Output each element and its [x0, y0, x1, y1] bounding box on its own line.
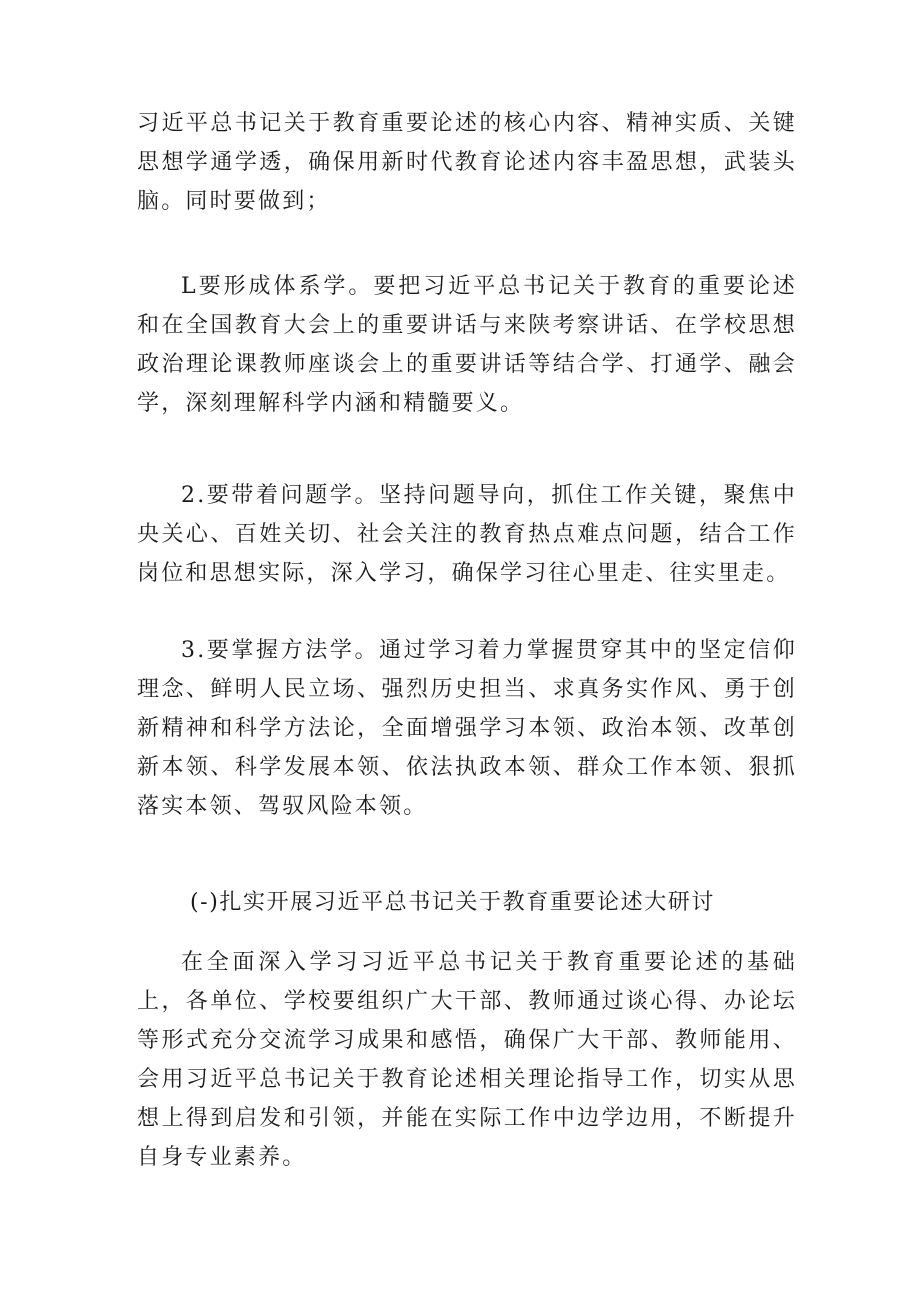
body-paragraph-closing: 在全面深入学习习近平总书记关于教育重要论述的基础上，各单位、学校要组织广大干部、教师通过谈心得、办论坛等形式充分交流学习成果和感悟，确保广大干部、教师能用、会用习近平总书记关于教育论述相关理论指导工作，切实从思想上得到启发和引领，并能在实际工作中边学边用，不断提升自身专业素养。 [137, 950, 797, 1170]
body-paragraph-item-1: L要形成体系学。要把习近平总书记关于教育的重要论述和在全国教育大会上的重要讲话与来陕考察讲话、在学校思想政治理论课教师座谈会上的重要讲话等结合学、打通学、融会学，深刻理解科学内涵和精髓要义。 [137, 274, 797, 416]
body-paragraph-item-2: 2.要带着问题学。坚持问题导向，抓住工作关键，聚焦中央关心、百姓关切、社会关注的教育热点难点问题，结合工作岗位和思想实际，深入学习，确保学习往心里走、往实里走。 [137, 483, 797, 586]
body-paragraph-item-3: 3.要掌握方法学。通过学习着力掌握贯穿其中的坚定信仰理念、鲜明人民立场、强烈历史担当、求真务实作风、勇于创新精神和科学方法论，全面增强学习本领、政治本领、改革创新本领、科学发展本领、依法执政本领、群众工作本领、狠抓落实本领、驾驭风险本领。 [137, 638, 797, 819]
section-heading: (-)扎实开展习近平总书记关于教育重要论述大研讨 [190, 890, 716, 915]
body-paragraph-intro: 习近平总书记关于教育重要论述的核心内容、精神实质、关键思想学通学透，确保用新时代教育论述内容丰盈思想，武装头脑。同时要做到； [137, 111, 797, 214]
